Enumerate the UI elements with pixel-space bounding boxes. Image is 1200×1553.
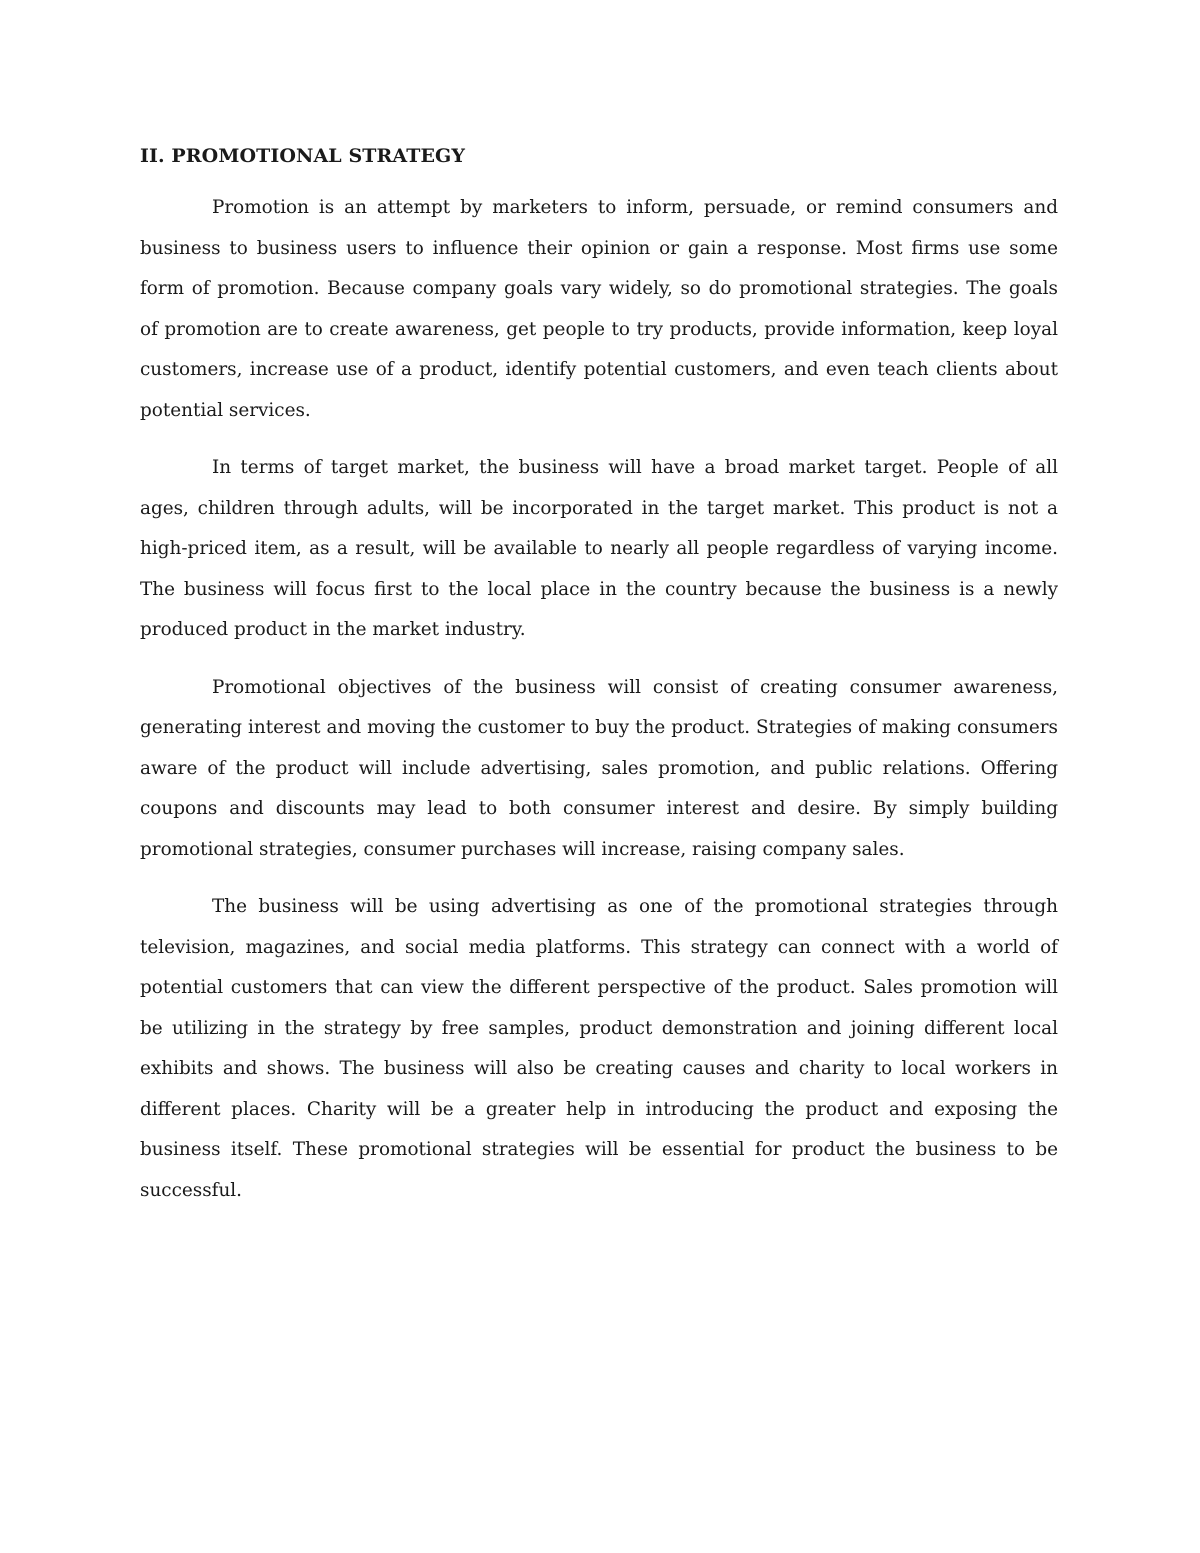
paragraph-promotion-definition: Promotion is an attempt by marketers to inform, persuade, or remind consumers and business to business users to influence their opinion or gain a response. Most firms use some form of promotion. Because company goals vary widely, so do promotional strategies. The goals of promotion are to create awareness, get people to try products, provide information, keep loyal customers, increase use of a product, identify potential customers, and even teach clients about potential services. (140, 197, 1058, 421)
document-body (140, 138, 1058, 1228)
paragraph-target-market: In terms of target market, the business will have a broad market target. People of all ages, children through adults, will be incorporated in the target market. This product is not a high-priced item, as a result, will be available to nearly all people regardless of varying income. The business will focus first to the local place in the country because the business is a newly produced product in the market industry. (140, 457, 1058, 640)
paragraph-promotional-objectives: Promotional objectives of the business will consist of creating consumer awareness, generating interest and moving the customer to buy the product. Strategies of making consumers aware of the product will include advertising, sales promotion, and public relations. Offering coupons and discounts may lead to both consumer interest and desire. By simply building promotional strategies, consumer purchases will increase, raising company sales. (140, 676, 1058, 860)
paragraph-advertising-strategies: The business will be using advertising as one of the promotional strategies through television, magazines, and social media platforms. This strategy can connect with a world of potential customers that can view the different perspective of the product. Sales promotion will be utilizing in the strategy by free samples, product demonstration and joining different local exhibits and shows. The business will also be creating causes and charity to local workers in different places. Charity will be a greater help in introducing the product and exposing the business itself. These promotional strategies will be essential for product the business to be successful. (140, 896, 1058, 1201)
section-heading: II. PROMOTIONAL STRATEGY (140, 145, 466, 167)
